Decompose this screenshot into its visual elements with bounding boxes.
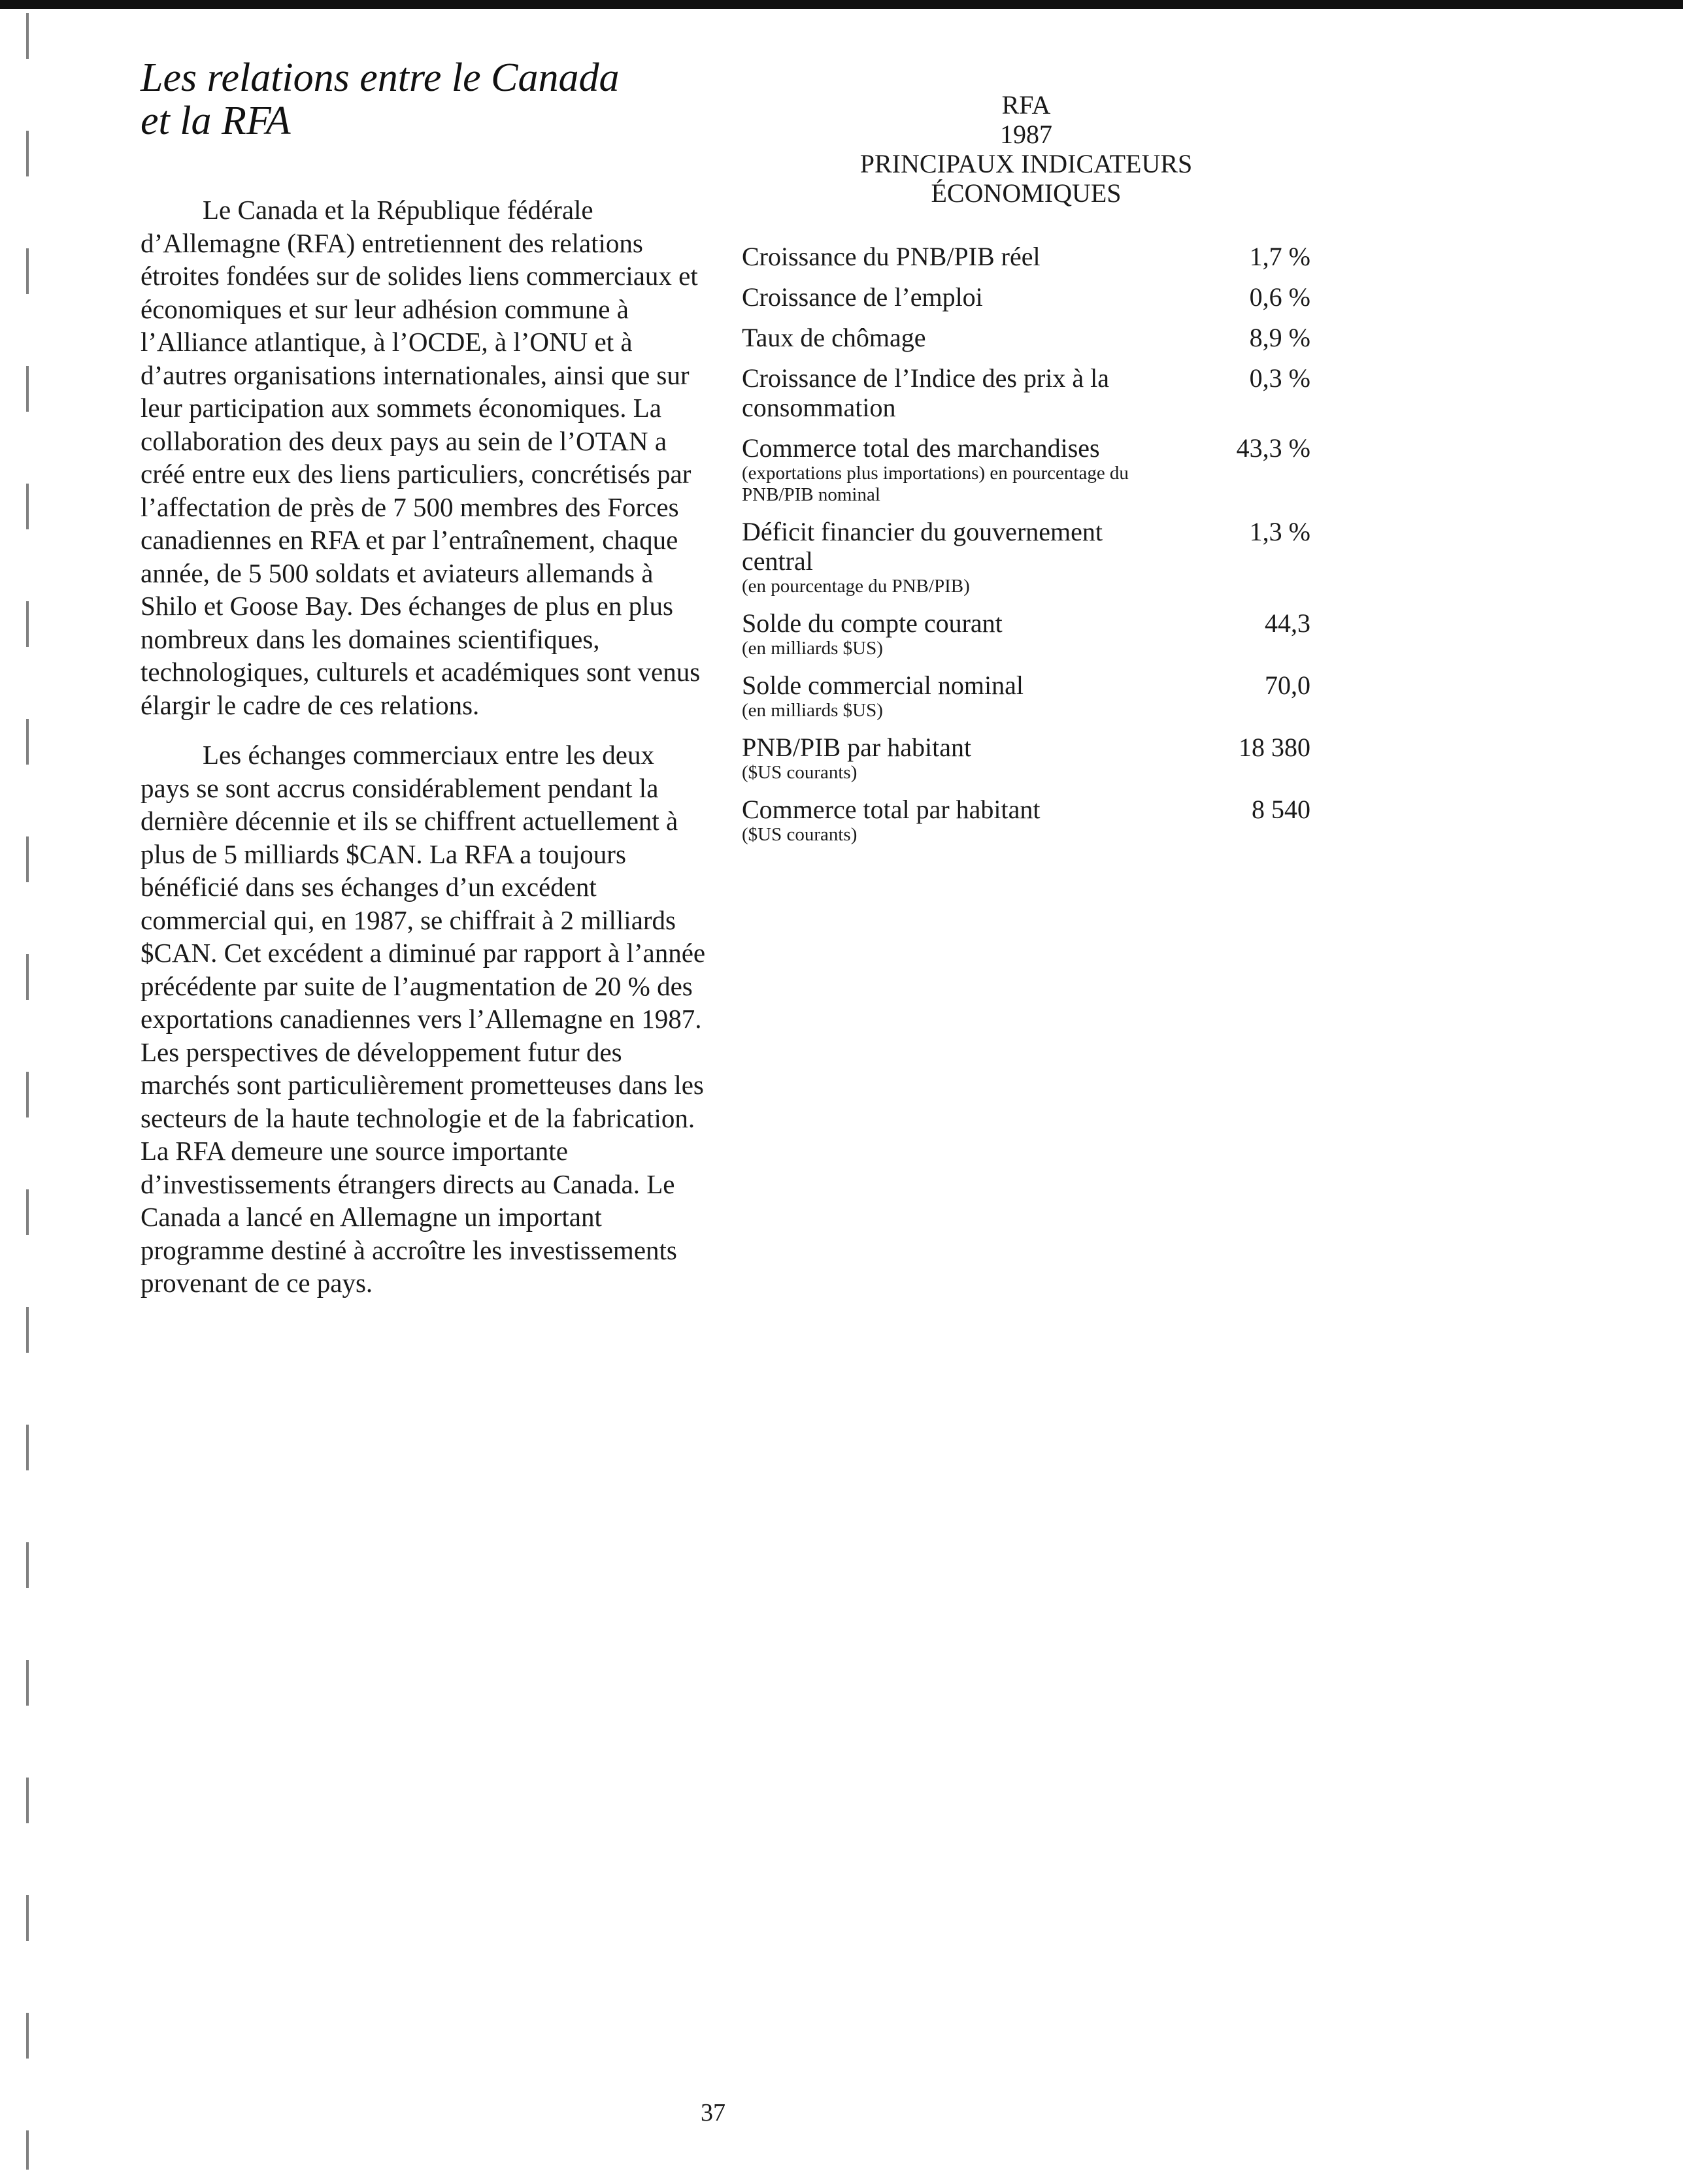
economic-indicators-panel bbox=[742, 90, 1310, 857]
indicator-note: (exportations plus importations) en pourcentage du PNB/PIB nominal bbox=[742, 463, 1129, 505]
indicator-label-block bbox=[742, 733, 1160, 784]
indicator-note: (en milliards $US) bbox=[742, 700, 883, 721]
indicator-note: ($US courants) bbox=[742, 762, 858, 783]
indicator-label: Croissance de l’emploi bbox=[742, 282, 983, 312]
indicator-label-block bbox=[742, 608, 1160, 659]
indicator-value: 44,3 bbox=[1265, 608, 1310, 638]
indicator-row bbox=[742, 517, 1310, 597]
left-scan-margin bbox=[26, 13, 29, 2170]
indicator-row bbox=[742, 733, 1310, 784]
article-column bbox=[141, 56, 709, 1317]
indicator-row bbox=[742, 323, 1310, 352]
indicator-label: Commerce total des marchandises bbox=[742, 433, 1100, 463]
indicator-value: 0,6 % bbox=[1249, 282, 1310, 312]
indicators-heading-year: 1987 bbox=[1000, 120, 1052, 149]
indicator-row bbox=[742, 282, 1310, 312]
indicator-label-block bbox=[742, 670, 1160, 721]
article-paragraph-1: Le Canada et la République fédérale d’Allemagne (RFA) entretiennent des relations étroites fondées sur de solides liens commerciaux et économiques et sur leur adhésion commune à l’Alliance atlantique, à l’OCDE, à l’ONU et à d’autres organisations internationales, ainsi que sur leur participation aux sommets économiques. La collaboration des deux pays au sein de l’OTAN a créé entre eux des liens particuliers, concrétisés par l’affectation de près de 7 500 membres des Forces canadiennes en RFA et par l’entraînement, chaque année, de 5 500 soldats et aviateurs allemands à Shilo et Goose Bay. Des échanges de plus en plus nombreux dans les domaines scientifiques, technologiques, culturels et académiques sont venus élargir le cadre de ces relations. bbox=[141, 195, 701, 720]
indicators-heading bbox=[742, 90, 1310, 208]
indicator-label-block bbox=[742, 517, 1160, 597]
article-paragraph-2: Les échanges commerciaux entre les deux pays se sont accrus considérablement pendant la dernière décennie et ils se chiffrent actuellement à plus de 5 milliards $CAN. La RFA a toujours bénéficié dans ses échanges d’un excédent commercial qui, en 1987, se chiffrait à 2 milliards $CAN. Cet excédent a diminué par rapport à l’année précédente par suite de l’augmentation de 20 % des exportations canadiennes vers l’Allemagne en 1987. Les perspectives de développement futur des marchés sont particulièrement prometteuses dans les secteurs de la haute technologie et de la fabrication. La RFA demeure une source importante d’investissements étrangers directs au Canada. Le Canada a lancé en Allemagne un important programme destiné à accroître les investissements provenant de ce pays. bbox=[141, 740, 706, 1298]
indicator-row bbox=[742, 242, 1310, 271]
indicator-label-block bbox=[742, 323, 1160, 352]
indicators-heading-subtitle: ÉCONOMIQUES bbox=[931, 178, 1122, 208]
indicator-label: PNB/PIB par habitant bbox=[742, 733, 972, 762]
indicator-row bbox=[742, 670, 1310, 721]
indicator-row bbox=[742, 795, 1310, 846]
indicator-value: 18 380 bbox=[1239, 733, 1310, 762]
indicator-value: 8 540 bbox=[1252, 795, 1310, 824]
indicator-label: Solde commercial nominal bbox=[742, 670, 1024, 700]
indicator-label-block bbox=[742, 795, 1160, 846]
indicator-value: 1,3 % bbox=[1249, 517, 1310, 546]
indicator-value: 70,0 bbox=[1265, 670, 1310, 700]
indicators-heading-country: RFA bbox=[1001, 90, 1051, 120]
indicator-label-block bbox=[742, 433, 1160, 506]
indicator-label: Solde du compte courant bbox=[742, 608, 1003, 638]
article-title-line-1: Les relations entre le Canada bbox=[141, 56, 620, 100]
indicator-value: 0,3 % bbox=[1249, 363, 1310, 393]
indicator-value: 43,3 % bbox=[1236, 433, 1310, 463]
indicator-label: Croissance de l’Indice des prix à la consommation bbox=[742, 363, 1110, 422]
indicator-label: Taux de chômage bbox=[742, 323, 926, 352]
indicator-label-block bbox=[742, 282, 1160, 312]
indicator-note: (en pourcentage du PNB/PIB) bbox=[742, 576, 970, 597]
indicator-value: 8,9 % bbox=[1249, 323, 1310, 352]
indicator-note: ($US courants) bbox=[742, 824, 858, 845]
article-title bbox=[141, 56, 709, 142]
indicator-row bbox=[742, 363, 1310, 422]
indicator-label: Commerce total par habitant bbox=[742, 795, 1041, 824]
indicator-note: (en milliards $US) bbox=[742, 638, 883, 659]
indicator-row bbox=[742, 433, 1310, 506]
article-title-line-2: et la RFA bbox=[141, 99, 291, 143]
indicator-label: Déficit financier du gouvernement central bbox=[742, 517, 1103, 576]
top-scan-border bbox=[0, 0, 1683, 9]
indicator-row bbox=[742, 608, 1310, 659]
indicator-label: Croissance du PNB/PIB réel bbox=[742, 242, 1041, 271]
indicator-value: 1,7 % bbox=[1249, 242, 1310, 271]
indicator-label-block bbox=[742, 242, 1160, 271]
indicator-label-block bbox=[742, 363, 1160, 422]
indicators-heading-title: PRINCIPAUX INDICATEURS bbox=[859, 149, 1193, 178]
page-number: 37 bbox=[701, 2099, 725, 2126]
